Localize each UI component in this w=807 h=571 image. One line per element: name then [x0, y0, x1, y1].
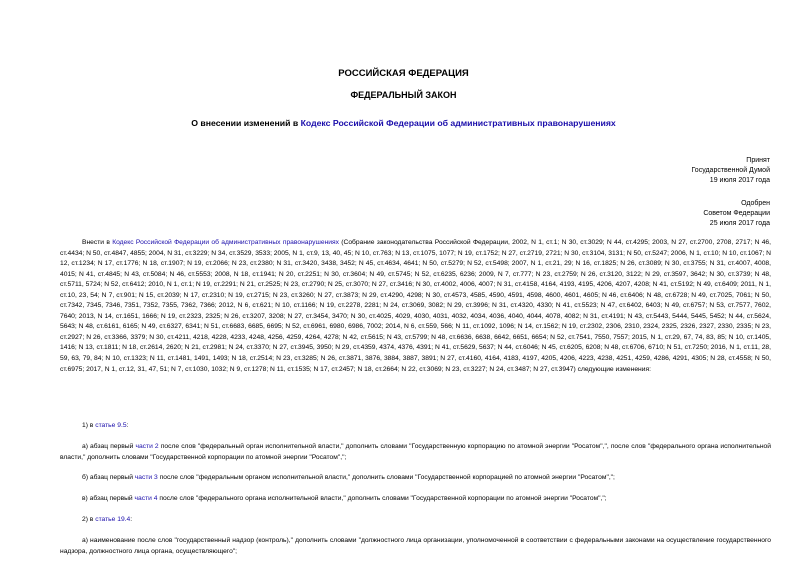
item-2	[60, 515, 771, 526]
intro-prefix: Внести в	[82, 239, 113, 246]
adoption-line-2: Государственной Думой	[691, 167, 770, 174]
article-9-5-link[interactable]: статье 9.5	[95, 422, 127, 429]
item-2-prefix: 2) в	[82, 516, 96, 523]
item-1c	[60, 494, 771, 505]
federation-heading: РОССИЙСКАЯ ФЕДЕРАЦИЯ	[338, 68, 469, 79]
intro-body: (Собрание законодательства Российской Федерации, 2002, N 1, ст.1; N 30, ст.3029; N 44, ст.4295; 2003, N 27, ст.2700, 2708, 2717; N 46, ст.4434; N 50, ст.4847, 4855; 2004, N 31, ст.3229; N 34, ст.3529, 3533; 2005, N 1, ст.9, 13, 40, 45; N 10, ст.763; N 13, ст.1075, 1077; N 19, ст.1752; N 27, ст.2719, 2721; N 30, ст.3104, 3131; N 50, ст.5247; 2006, N 1, ст.10; N 10, ст.1067; N 12, ст.1234; N 17, ст.1776; N 18, ст.1907; N 19, ст.2066; N 23, ст.2380; N 31, ст.3420, 3438, 3452; N 45, ст.4634, 4641; N 50, ст.5279; N 52, ст.5498; 2007, N 1, ст.21, 29; N 16, ст.1825; N 26, ст.3089; N 30, ст.3755; N 31, ст.4007, 4008, 4015; N 41, ст.4845; N 43, ст.5084; N 46, ст.5553; 2008, N 18, ст.1941; N 20, ст.2251; N 30, ст.3604; N 49, ст.5745; N 52, ст.6235, 6236; 2009, N 7, ст.777; N 23, ст.2759; N 26, ст.3120, 3122; N 29, ст.3597, 3642; N 30, ст.3739; N 48, ст.5711, 5724; N 52, ст.6412; 2010, N 1, ст.1; N 19, ст.2291; N 21, ст.2525; N 23, ст.2790; N 25, ст.3070; N 27, ст.3416; N 30, ст.4002, 4006, 4007; N 31, ст.4158, 4164, 4193, 4195, 4206, 4207, 4208; N 41, ст.5192; N 49, ст.6409; 2011, N 1, ст.10, 23, 54; N 7, ст.901; N 15, ст.2039; N 17, ст.2310; N 19, ст.2715; N 23, ст.3260; N 27, ст.3873; N 29, ст.4290, 4298; N 30, ст.4573, 4585, 4590, 4591, 4598, 4600, 4601, 4605; N 46, ст.6406; N 48, ст.6728; N 49, ст.7025, 7061; N 50, ст.7342, 7345, 7346, 7351, 7352, 7355, 7362, 7366; 2012, N 6, ст.621; N 10, ст.1166; N 19, ст.2278, 2281; N 24, ст.3069, 3082; N 29, ст.3996; N 31, ст.4320, 4330; N 41, ст.5523; N 47, ст.6402, 6403; N 49, ст.6757; N 53, ст.7577, 7602, 7640; 2013, N 14, ст.1651, 1666; N 19, ст.2323, 2325; N 26, ст.3207, 3208; N 27, ст.3454, 3470; N 30, ст.4025, 4029, 4030, 4031, 4032, 4034, 4036, 4040, 4044, 4078, 4082; N 31, ст.4191; N 43, ст.5443, 5444, 5445, 5452; N 44, ст.5624, 5643; N 48, ст.6161, 6165; N 49, ст.6327, 6341; N 51, ст.6683, 6685, 6695; N 52, ст.6961, 6980, 6986, 7002; 2014, N 6, ст.559, 566; N 11, ст.1092, 1096; N 14, ст.1562; N 19, ст.2302, 2306, 2310, 2324, 2325, 2326, 2327, 2330, 2335; N 23, ст.2927; N 26, ст.3366, 3379; N 30, ст.4211, 4218, 4228, 4233, 4248, 4256, 4259, 4264, 4278; N 42, ст.5615; N 43, ст.5799; N 48, ст.6636, 6638, 6642, 6651, 6654; N 52, ст.7541, 7550, 7557; 2015, N 1, ст.29, 67, 74, 83, 85; N 10, ст.1405, 1416; N 13, ст.1811; N 18, ст.2614, 2620; N 21, ст.2981; N 24, ст.3370; N 27, ст.3945, 3950; N 29, ст.4359, 4374, 4376, 4391; N 41, ст.5629, 5637; N 44, ст.6046; N 45, ст.6205, 6208; N 48, ст.6706, 6710; N 51, ст.7250; 2016, N 1, ст.11, 28, 59, 63, 79, 84; N 10, ст.1323; N 11, ст.1481, 1491, 1493; N 18, ст.2514; N 23, ст.3285; N 26, ст.3871, 3876, 3884, 3887, 3891; N 27, ст.4160, 4164, 4183, 4197, 4205, 4206, 4223, 4238, 4251, 4259, 4286, 4291, 4305; N 28, ст.4558; N 50, ст.6975; 2017, N 1, ст.12, 31, 47, 51; N 7, ст.1030, 1032; N 9, ст.1278; N 11, ст.1535; N 17, ст.2457; N 18, ст.2664; N 22, ст.3069; N 23, ст.3227; N 24, ст.3487; N 27, ст.3947) следующие изменения:	[60, 239, 772, 373]
law-title	[0, 118, 807, 128]
approval-line-2: Советом Федерации	[703, 210, 770, 217]
part-2-link[interactable]: части 2	[135, 443, 159, 450]
item-1b	[60, 473, 771, 484]
item-2-suffix: :	[130, 516, 133, 523]
intro-code-link[interactable]: Кодекс Российской Федерации об административных правонарушениях	[112, 239, 339, 246]
item-1c-prefix: в) абзац первый	[82, 495, 135, 502]
part-3-link[interactable]: части 3	[134, 474, 158, 481]
article-19-4-link[interactable]: статье 19.4	[95, 516, 131, 523]
approval-line-1: Одобрен	[741, 200, 770, 207]
intro-paragraph	[60, 238, 771, 375]
item-1c-suffix: после слов "федерального органа исполнительной власти," дополнить словами "Государственной корпорации по атомной энергии "Росатом",";	[157, 495, 607, 502]
adoption-date: 19 июля 2017 года	[709, 177, 770, 184]
law-type-heading: ФЕДЕРАЛЬНЫЙ ЗАКОН	[350, 90, 457, 100]
part-4-link[interactable]: части 4	[134, 495, 158, 502]
item-1a-prefix: а) абзац первый	[82, 443, 136, 450]
adoption-block	[691, 156, 770, 186]
item-1a-suffix: после слов "федеральный орган исполнительной власти," дополнить словами "Государственную корпорацию по атомной энергии "Росатом",", после слов "федерального органа исполнительной власти," дополнить словами "Государственной корпорации по атомной энергии "Росатом",";	[60, 443, 771, 461]
item-2a: а) наименование после слов "государственный надзор (контроль)," дополнить словами "должностного лица организации, уполномоченной в соответствии с федеральными законами на осуществление государственного надзора, должностного лица органа, осуществляющего";	[60, 537, 771, 555]
law-title-link[interactable]: Кодекс Российской Федерации об административных правонарушениях	[300, 118, 616, 128]
item-1a	[60, 442, 771, 463]
item-1-suffix: :	[126, 422, 129, 429]
item-1	[60, 421, 771, 432]
law-title-prefix: О внесении изменений в	[191, 118, 301, 128]
item-1b-suffix: после слов "федеральным органом исполнительной власти," дополнить словами "Государственной корпорацией по атомной энергии "Росатом",";	[157, 474, 615, 481]
item-1b-prefix: б) абзац первый	[82, 474, 135, 481]
adoption-line-1: Принят	[746, 157, 770, 164]
approval-date: 25 июля 2017 года	[709, 220, 770, 227]
approval-block	[703, 199, 770, 229]
item-1-prefix: 1) в	[82, 422, 96, 429]
